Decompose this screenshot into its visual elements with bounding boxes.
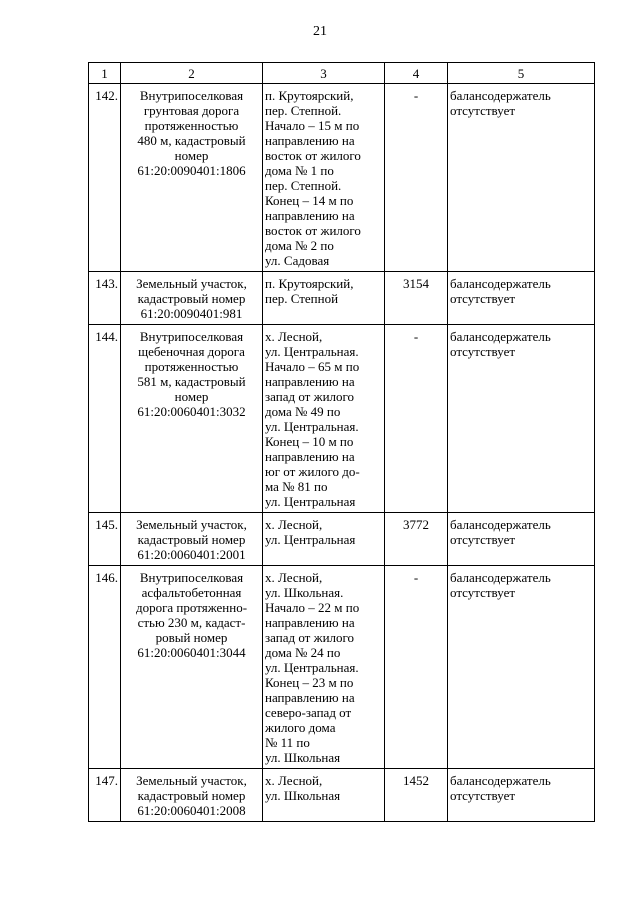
balance-holder: балансодержатель отсутствует	[448, 769, 595, 822]
table-row	[89, 566, 595, 769]
object-address: х. Лесной, ул. Школьная	[263, 769, 385, 822]
table-row	[89, 769, 595, 822]
object-address: п. Крутоярский, пер. Степной. Начало – 15 м по направлению на восток от жилого дома № 1 по пер. Степной. Конец – 14 м по направлению на восток от жилого дома № 2 по ул. Садовая	[263, 84, 385, 272]
object-name: Внутрипоселковая грунтовая дорога протяженностью 480 м, кадастровый номер 61:20:0090401:1806	[121, 84, 263, 272]
object-area: 3772	[385, 513, 448, 566]
object-address: п. Крутоярский, пер. Степной	[263, 272, 385, 325]
object-area: 3154	[385, 272, 448, 325]
object-name: Земельный участок, кадастровый номер 61:20:0060401:2001	[121, 513, 263, 566]
page-number: 21	[313, 24, 327, 39]
object-name: Земельный участок, кадастровый номер 61:20:0090401:981	[121, 272, 263, 325]
table-row	[89, 84, 595, 272]
table-row	[89, 325, 595, 513]
table-row	[89, 513, 595, 566]
column-header-2: 2	[121, 63, 263, 84]
table-row	[89, 272, 595, 325]
column-header-3: 3	[263, 63, 385, 84]
object-address: х. Лесной, ул. Школьная. Начало – 22 м по направлению на запад от жилого дома № 24 по ул. Центральная. Конец – 23 м по направлению на северо-запад от жилого дома № 11 по ул. Школьная	[263, 566, 385, 769]
column-header-5: 5	[448, 63, 595, 84]
balance-holder: балансодержатель отсутствует	[448, 325, 595, 513]
column-header-1: 1	[89, 63, 121, 84]
property-table	[88, 62, 595, 822]
balance-holder: балансодержатель отсутствует	[448, 84, 595, 272]
table-header-row	[89, 63, 595, 84]
balance-holder: балансодержатель отсутствует	[448, 513, 595, 566]
object-area: -	[385, 84, 448, 272]
row-number: 142.	[89, 84, 121, 272]
object-area: -	[385, 325, 448, 513]
object-name: Внутрипоселковая асфальтобетонная дорога протяженно- стью 230 м, кадаст- ровый номер 61:20:0060401:3044	[121, 566, 263, 769]
object-name: Земельный участок, кадастровый номер 61:20:0060401:2008	[121, 769, 263, 822]
row-number: 146.	[89, 566, 121, 769]
row-number: 145.	[89, 513, 121, 566]
balance-holder: балансодержатель отсутствует	[448, 272, 595, 325]
object-address: х. Лесной, ул. Центральная. Начало – 65 м по направлению на запад от жилого дома № 49 по ул. Центральная. Конец – 10 м по направлению на юг от жилого до- ма № 81 по ул. Центральная	[263, 325, 385, 513]
row-number: 147.	[89, 769, 121, 822]
object-area: 1452	[385, 769, 448, 822]
object-name: Внутрипоселковая щебеночная дорога протяженностью 581 м, кадастровый номер 61:20:0060401:3032	[121, 325, 263, 513]
row-number: 144.	[89, 325, 121, 513]
object-address: х. Лесной, ул. Центральная	[263, 513, 385, 566]
object-area: -	[385, 566, 448, 769]
column-header-4: 4	[385, 63, 448, 84]
row-number: 143.	[89, 272, 121, 325]
balance-holder: балансодержатель отсутствует	[448, 566, 595, 769]
